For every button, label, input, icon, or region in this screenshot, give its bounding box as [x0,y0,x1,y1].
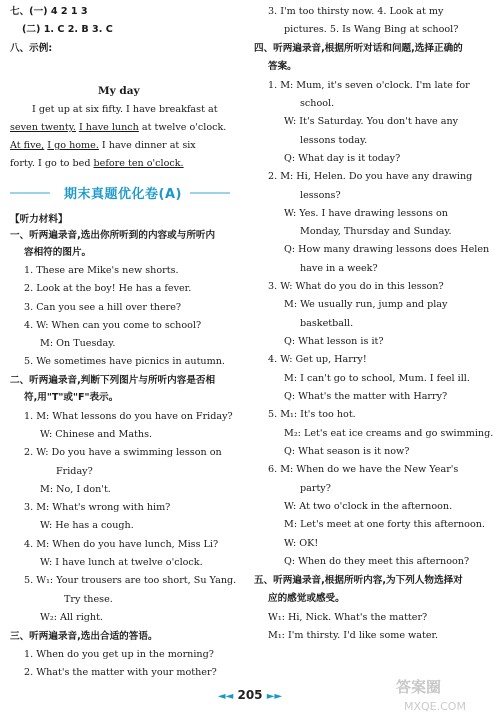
list-item: lessons today. [300,135,368,146]
list-item: W: He has a cough. [40,520,134,531]
underlined-text: seven twenty. [10,122,76,133]
list-item: 1. M: What lessons do you have on Friday? [24,411,233,422]
list-item: M: On Tuesday. [40,338,116,349]
essay-line-4 [10,158,184,170]
list-item: 3. I'm too thirsty now. 4. Look at my [268,6,444,17]
material-heading: 【听力材料】 [10,214,68,225]
list-item: 1. When do you get up in the morning? [24,649,214,660]
list-item: 3. W: What do you do in this lesson? [268,281,444,292]
list-item: 5. M₁: It's too hot. [268,409,356,420]
arrow-right-icon: ►► [266,691,283,702]
essay-line-3 [10,140,196,152]
list-item: school. [300,98,335,109]
list-item: M₁: I'm thirsty. I'd like some water. [268,630,439,641]
part-5-heading-cont: 应的感觉或感受。 [268,593,345,604]
list-item: W: I have lunch at twelve o'clock. [40,557,203,568]
list-item: 2. What's the matter with your mother? [24,667,217,678]
list-item: W: Chinese and Maths. [40,429,153,440]
list-item: 3. M: What's wrong with him? [24,502,171,513]
list-item: M: I can't go to school, Mum. I feel ill. [284,373,470,384]
list-item: Q: What's the matter with Harry? [284,391,448,402]
list-item: M: Let's meet at one forty this afternoon. [284,519,485,530]
list-item: basketball. [300,318,354,329]
part-5-heading: 五、听两遍录音,根据所听内容,为下列人物选择对 [254,575,463,586]
underlined-text: I have lunch [78,122,139,133]
essay-text: forty. [10,158,35,169]
list-item: 5. We sometimes have picnics in autumn. [24,356,225,367]
list-item: have in a week? [300,263,378,274]
list-item: Try these. [64,594,113,605]
arrow-left-icon: ◄◄ [217,691,234,702]
list-item: 1. M: Mum, it's seven o'clock. I'm late for [268,80,470,91]
list-item: W: It's Saturday. You don't have any [284,116,459,127]
list-item: W: OK! [284,538,319,549]
list-item: lessons? [300,190,341,201]
essay-text: at twelve o'clock. [138,122,227,133]
list-item: Q: When do they meet this afternoon? [284,556,470,567]
answer-line-7a: 七、(一) 4 2 1 3 [10,6,88,17]
list-item: 3. Can you see a hill over there? [24,302,182,313]
section-heading: 期末真题优化卷(A) [64,187,182,202]
underlined-text: At five, [10,140,45,151]
list-item: W: Yes. I have drawing lessons on [284,208,448,219]
watermark-logo: 答案圈 [396,678,442,696]
essay-line-1: I get up at six fifty. I have breakfast at [32,104,218,115]
list-item: 5. W₁: Your trousers are too short, Su Yang. [24,575,237,586]
watermark-url: MXQE.COM [404,700,466,713]
list-item: 4. M: When do you have lunch, Miss Li? [24,539,219,550]
list-item: Q: What day is it today? [284,153,401,164]
list-item: Q: What season is it now? [284,446,410,457]
list-item: Monday, Thursday and Sunday. [300,226,452,237]
list-item: 2. W: Do you have a swimming lesson on [24,447,222,458]
list-item: Q: How many drawing lessons does Helen [284,244,490,255]
underlined-text: I go home. [47,140,99,151]
answer-line-8: 八、示例: [10,43,53,54]
part-2-heading-cont: 符,用"T"或"F"表示。 [24,392,119,403]
essay-line-2 [10,122,226,134]
list-item: 6. M: When do we have the New Year's [268,464,459,475]
list-item: M: We usually run, jump and play [284,299,448,310]
part-1-heading: 一、听两遍录音,选出你所听到的内容或与所听内 [10,230,216,241]
list-item: 1. These are Mike's new shorts. [24,265,179,276]
list-item: 4. W: When can you come to school? [24,320,202,331]
part-3-heading: 三、听两遍录音,选出合适的答语。 [10,631,158,642]
underlined-text: before ten o'clock. [93,158,184,169]
list-item: W₂: All right. [40,612,103,623]
list-item: M₂: Let's eat ice creams and go swimming. [284,428,494,439]
list-item: Q: What lesson is it? [284,336,384,347]
list-item: 2. Look at the boy! He has a fever. [24,283,192,294]
list-item: Friday? [56,466,93,477]
answer-line-7b: (二) 1. C 2. B 3. C [22,24,113,35]
part-4-heading: 四、听两遍录音,根据所听对话和问题,选择正确的 [254,43,463,54]
list-item: pictures. 5. Is Wang Bing at school? [284,24,459,35]
essay-text: I go to bed [34,158,94,169]
section-divider-right [190,192,230,194]
part-2-heading: 二、听两遍录音,判断下列图片与所听内容是否相 [10,375,216,386]
part-4-heading-cont: 答案。 [268,61,297,72]
list-item: M: No, I don't. [40,484,111,495]
list-item: 4. W: Get up, Harry! [268,354,367,365]
part-1-heading-cont: 容相符的图片。 [24,247,92,258]
list-item: 2. M: Hi, Helen. Do you have any drawing [268,171,473,182]
page-number: 205 [237,688,263,702]
essay-title: My day [98,85,140,97]
list-item: party? [300,483,331,494]
section-divider-left [10,192,50,194]
list-item: W: At two o'clock in the afternoon. [284,501,453,512]
essay-text: I have dinner at six [98,140,196,151]
list-item: W₁: Hi, Nick. What's the matter? [268,612,428,623]
